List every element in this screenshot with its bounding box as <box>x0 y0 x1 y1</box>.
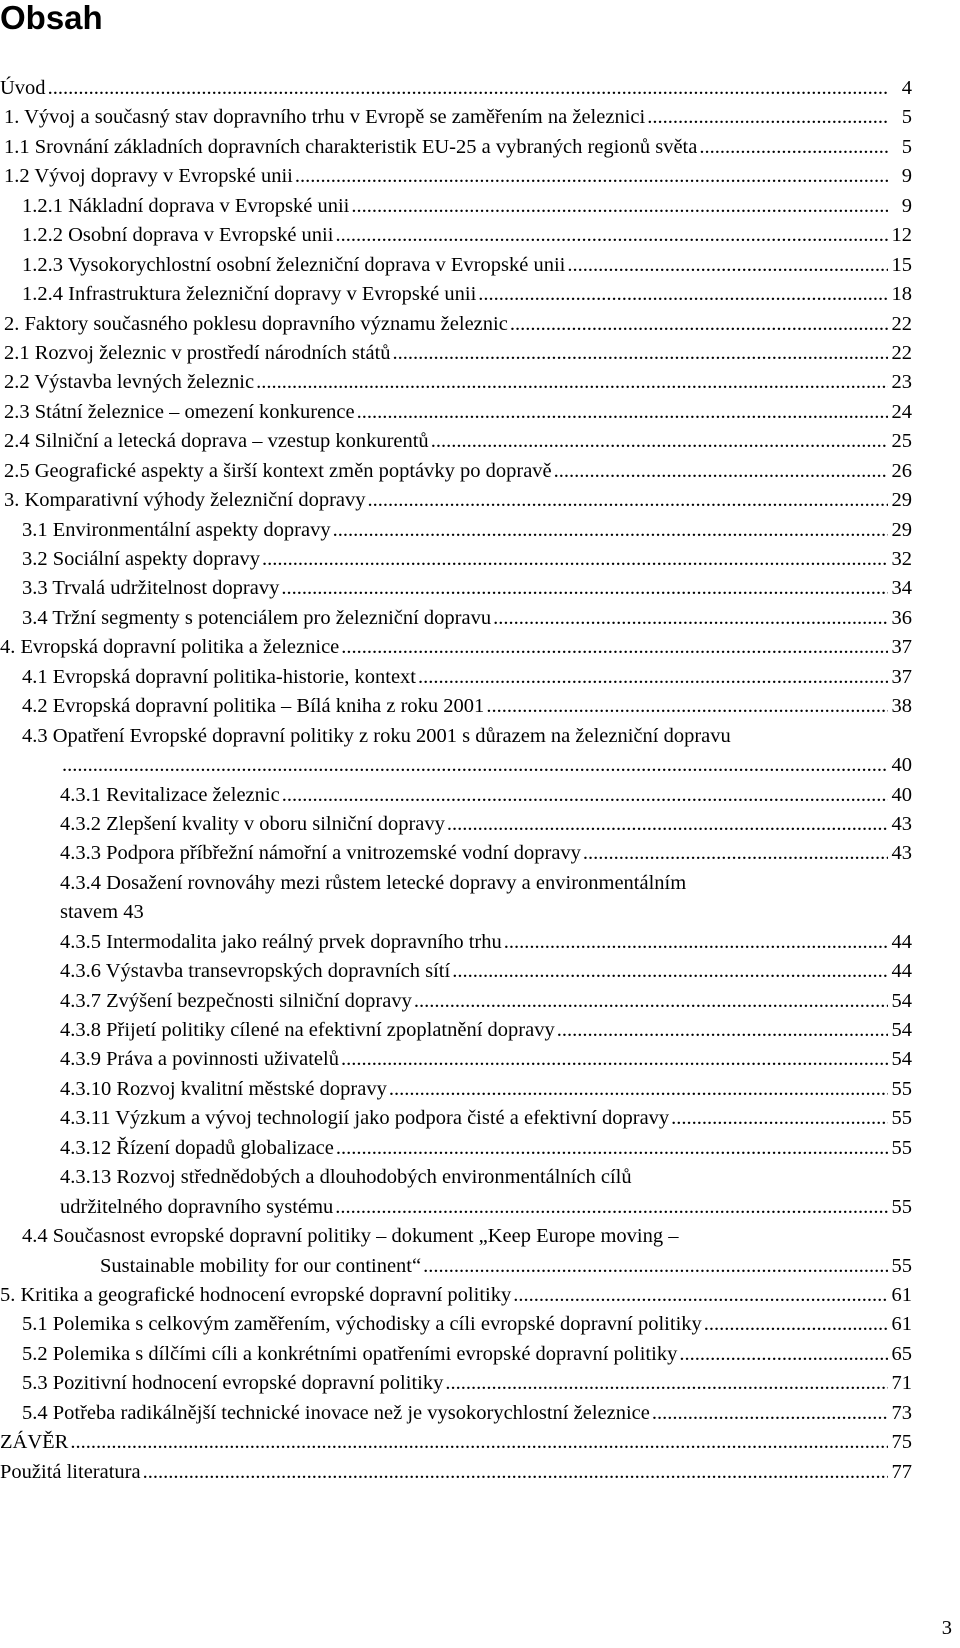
toc-leader-dots <box>282 781 888 810</box>
toc-entry-label: 1.2 Vývoj dopravy v Evropské unii <box>4 165 293 188</box>
toc-leader-dots <box>414 987 888 1016</box>
toc-leader-dots <box>647 103 888 132</box>
toc-entry[interactable] <box>0 545 912 574</box>
toc-entry-label: 4.4 Současnost evropské dopravní politiky – dokument „Keep Europe moving – <box>22 1225 679 1248</box>
toc-entry-label: 4.3.4 Dosažení rovnováhy mezi růstem letecké dopravy a environmentálním <box>60 871 687 894</box>
toc-leader-dots <box>368 486 889 515</box>
toc-entry[interactable] <box>0 928 912 957</box>
toc-entry-page: 54 <box>891 989 912 1012</box>
toc-leader-dots <box>336 1134 888 1163</box>
toc-entry-label: 3.3 Trvalá udržitelnost dopravy <box>22 577 280 600</box>
toc-entry[interactable] <box>0 1104 912 1133</box>
toc-entry-page: 15 <box>891 253 912 276</box>
toc-leader-dots <box>699 133 888 162</box>
toc-entry-label: 2.5 Geografické aspekty a širší kontext změn poptávky po dopravě <box>4 459 552 482</box>
toc-entry-page: 55 <box>891 1077 912 1100</box>
toc-entry[interactable] <box>0 1222 912 1251</box>
toc-leader-dots <box>333 516 888 545</box>
toc-entry-label: 4.3.5 Intermodalita jako reálný prvek dopravního trhu <box>60 930 502 953</box>
toc-leader-dots <box>486 692 888 721</box>
toc-entry[interactable] <box>0 310 912 339</box>
toc-entry-page: 9 <box>901 165 912 188</box>
toc-leader-dots <box>447 810 888 839</box>
toc-entry-label: 4.3.2 Zlepšení kvality v oboru silniční dopravy <box>60 812 445 835</box>
toc-entry[interactable] <box>0 339 912 368</box>
toc-entry-label: 2. Faktory současného poklesu dopravního významu železnic <box>4 312 508 335</box>
toc-leader-dots <box>256 368 888 397</box>
toc-entry-label: Úvod <box>0 77 46 99</box>
toc-leader-dots <box>452 957 888 986</box>
toc-entry-label: 3.1 Environmentální aspekty dopravy <box>22 518 331 541</box>
toc-entry[interactable] <box>0 103 912 132</box>
toc-entry-page: 29 <box>891 489 912 512</box>
toc-leader-dots <box>48 74 888 103</box>
toc-entry-label: ZÁVĚR <box>0 1431 69 1454</box>
toc-entry[interactable] <box>0 722 912 751</box>
toc-entry-page: 54 <box>891 1019 912 1041</box>
toc-entry[interactable] <box>0 486 912 515</box>
toc-entry-label: 1.2.4 Infrastruktura železniční dopravy v Evropské unii <box>22 283 477 306</box>
toc-entry-page: 4 <box>901 77 912 99</box>
toc-entry-page: 61 <box>891 1313 912 1336</box>
toc-entry-page: 65 <box>891 1342 912 1365</box>
toc-leader-dots <box>510 310 888 339</box>
toc-leader-dots <box>704 1310 888 1339</box>
toc-entry-label: 3. Komparativní výhody železniční dopravy <box>4 489 366 512</box>
toc-entry-page: 12 <box>891 224 912 247</box>
toc-entry-label: Použitá literatura <box>0 1460 141 1483</box>
toc-entry-page: 18 <box>891 283 912 306</box>
toc-entry-label: 4.3.13 Rozvoj střednědobých a dlouhodobých environmentálních cílů <box>60 1166 632 1189</box>
toc-entry-page: 36 <box>891 606 912 629</box>
toc-entry[interactable] <box>0 781 912 810</box>
toc-entry[interactable] <box>0 1045 912 1074</box>
toc-entry-page: 71 <box>891 1372 912 1395</box>
toc-entry-label: 4.3.3 Podpora příbřežní námořní a vnitrozemské vodní dopravy <box>60 842 581 865</box>
toc-entry[interactable] <box>0 987 912 1016</box>
toc-entry[interactable] <box>0 280 912 309</box>
toc-entry-page: 54 <box>891 1048 912 1071</box>
toc-entry[interactable] <box>0 1016 912 1045</box>
toc-entry[interactable] <box>0 1193 912 1222</box>
toc-entry-page: 5 <box>901 106 912 129</box>
toc-entry[interactable] <box>0 869 912 898</box>
toc-entry[interactable] <box>0 74 912 103</box>
toc-entry-label: 4. Evropská dopravní politika a železnice <box>0 636 340 659</box>
toc-entry-page: 22 <box>891 341 912 364</box>
toc-entry[interactable] <box>0 398 912 427</box>
toc-entry[interactable] <box>0 1369 912 1398</box>
toc-entry[interactable] <box>0 1458 912 1487</box>
toc-leader-dots <box>341 1045 888 1074</box>
toc-leader-dots <box>351 192 888 221</box>
toc-entry-label: 4.3.8 Přijetí politiky cílené na efektivní zpoplatnění dopravy <box>60 1019 555 1041</box>
toc-leader-dots <box>504 928 888 957</box>
toc-entry-label: 5.2 Polemika s dílčími cíli a konkrétními opatřeními evropské dopravní politiky <box>22 1342 678 1365</box>
toc-leader-dots <box>567 251 888 280</box>
toc-leader-dots <box>493 604 888 633</box>
toc-entry-page: 77 <box>891 1460 912 1483</box>
toc-entry-label: 5.4 Potřeba radikálnější technické inovace než je vysokorychlostní železnice <box>22 1401 650 1424</box>
toc-entry-label: 1.2.1 Nákladní doprava v Evropské unii <box>22 194 350 217</box>
toc-entry[interactable] <box>0 1281 912 1310</box>
toc-entry-label: 4.3 Opatření Evropské dopravní politiky z roku 2001 s důrazem na železniční dopravu <box>22 724 731 747</box>
toc-entry[interactable] <box>0 692 912 721</box>
toc-entry[interactable] <box>0 192 912 221</box>
toc-entry-page: 75 <box>891 1431 912 1454</box>
toc-entry-page: 25 <box>891 430 912 453</box>
toc-entry-label: 1.2.3 Vysokorychlostní osobní železniční doprava v Evropské unii <box>22 253 566 276</box>
toc-leader-dots <box>557 1016 888 1045</box>
toc-entry-page: 55 <box>891 1254 912 1277</box>
toc-entry-page: 9 <box>901 194 912 217</box>
toc-leader-dots <box>62 751 888 780</box>
toc-entry-label: 4.3.11 Výzkum a vývoj technologií jako podpora čisté a efektivní dopravy <box>60 1107 670 1130</box>
toc-entry-page: 55 <box>891 1107 912 1130</box>
toc-entry-label: 4.3.1 Revitalizace železnic <box>60 783 280 806</box>
toc-entry[interactable] <box>0 633 912 662</box>
toc-entry-page: 34 <box>891 577 912 600</box>
toc-entry-label: 1.1 Srovnání základních dopravních charakteristik EU-25 a vybraných regionů světa <box>4 135 698 158</box>
toc-entry-page: 55 <box>891 1195 912 1218</box>
toc-entry[interactable] <box>0 1310 912 1339</box>
toc-entry-page: 40 <box>891 754 912 777</box>
toc-leader-dots <box>554 457 888 486</box>
toc-entry-page: 37 <box>891 636 912 659</box>
toc-entry[interactable] <box>0 839 912 868</box>
toc-leader-dots <box>295 162 888 191</box>
toc-entry-page: 38 <box>891 695 912 718</box>
toc-entry-label: 4.1 Evropská dopravní politika-historie, kontext <box>22 665 416 688</box>
toc-leader-dots <box>478 280 888 309</box>
toc-entry[interactable] <box>0 604 912 633</box>
toc-entry-label: stavem 43 <box>60 901 144 924</box>
toc-entry[interactable] <box>0 574 912 603</box>
toc-entry-page: 55 <box>891 1136 912 1159</box>
toc-leader-dots <box>445 1369 888 1398</box>
toc-leader-dots <box>513 1281 888 1310</box>
toc-entry[interactable] <box>0 221 912 250</box>
toc-entry[interactable] <box>0 1134 912 1163</box>
toc-leader-dots <box>262 545 888 574</box>
toc-entry-label: 4.3.9 Práva a povinnosti uživatelů <box>60 1048 339 1071</box>
toc-leader-dots <box>143 1458 888 1487</box>
toc-entry[interactable] <box>0 663 912 692</box>
toc-entry-page: 22 <box>891 312 912 335</box>
toc-leader-dots <box>393 339 888 368</box>
toc-leader-dots <box>357 398 888 427</box>
toc-leader-dots <box>583 839 888 868</box>
toc-entry[interactable] <box>0 1075 912 1104</box>
toc-entry-label: 4.2 Evropská dopravní politika – Bílá kniha z roku 2001 <box>22 695 485 718</box>
toc-entry[interactable] <box>0 251 912 280</box>
toc-entry-label: 4.3.6 Výstavba transevropských dopravních sítí <box>60 960 451 983</box>
toc-leader-dots <box>335 1193 888 1222</box>
toc-entry-page: 61 <box>891 1283 912 1306</box>
toc-entry-label: 5.1 Polemika s celkovým zaměřením, východisky a cíli evropské dopravní politiky <box>22 1313 702 1336</box>
toc-entry-page: 43 <box>891 812 912 835</box>
toc-entry-page: 44 <box>891 930 912 953</box>
toc-entry-page: 40 <box>891 783 912 806</box>
toc-entry-page: 44 <box>891 960 912 983</box>
toc-entry-label: 1. Vývoj a současný stav dopravního trhu v Evropě se zaměřením na železnici <box>4 106 646 129</box>
page-title: Obsah <box>0 0 103 36</box>
toc-entry[interactable] <box>0 368 912 397</box>
toc-entry[interactable] <box>0 162 912 191</box>
toc-entry-label: 2.2 Výstavba levných železnic <box>4 371 255 394</box>
toc-leader-dots <box>341 633 888 662</box>
toc-entry[interactable] <box>0 810 912 839</box>
toc-entry-label: 5.3 Pozitivní hodnocení evropské dopravní politiky <box>22 1372 444 1395</box>
page-number: 3 <box>941 1617 952 1639</box>
toc-entry-label: 3.2 Sociální aspekty dopravy <box>22 548 260 570</box>
toc-entry[interactable] <box>0 957 912 986</box>
toc-entry-page: 32 <box>891 548 912 570</box>
toc-entry-page: 26 <box>891 459 912 482</box>
toc-entry[interactable] <box>0 1163 912 1192</box>
toc-entry[interactable] <box>0 427 912 456</box>
toc-entry-page: 24 <box>891 400 912 423</box>
toc-entry-label: 3.4 Tržní segmenty s potenciálem pro železniční dopravu <box>22 606 492 629</box>
toc-entry[interactable] <box>0 133 912 162</box>
toc-entry-page: 23 <box>891 371 912 394</box>
toc-entry-page: 29 <box>891 518 912 541</box>
toc-leader-dots <box>418 663 888 692</box>
toc-leader-dots <box>423 1252 888 1281</box>
toc-entry[interactable] <box>0 898 912 927</box>
toc-leader-dots <box>652 1399 888 1428</box>
toc-leader-dots <box>671 1104 888 1133</box>
toc-entry-label: 2.1 Rozvoj železnic v prostředí národních států <box>4 341 391 364</box>
toc-entry-label: 2.4 Silniční a letecká doprava – vzestup konkurentů <box>4 430 429 453</box>
toc-entry-label: Sustainable mobility for our continent“ <box>100 1254 422 1277</box>
table-of-contents <box>0 74 912 1487</box>
toc-entry[interactable] <box>0 751 912 780</box>
toc-entry-label: 1.2.2 Osobní doprava v Evropské unii <box>22 224 334 247</box>
toc-leader-dots <box>679 1340 888 1369</box>
toc-entry-page: 73 <box>891 1401 912 1424</box>
toc-entry-label: 2.3 Státní železnice – omezení konkurence <box>4 400 355 423</box>
toc-leader-dots <box>281 574 888 603</box>
toc-entry[interactable] <box>0 516 912 545</box>
toc-entry-label: 4.3.7 Zvýšení bezpečnosti silniční dopravy <box>60 989 412 1012</box>
toc-entry-page: 5 <box>901 135 912 158</box>
toc-entry[interactable] <box>0 1399 912 1428</box>
toc-leader-dots <box>335 221 888 250</box>
toc-entry[interactable] <box>0 1252 912 1281</box>
toc-entry-label: udržitelného dopravního systému <box>60 1195 334 1218</box>
toc-entry[interactable] <box>0 1428 912 1457</box>
toc-entry-label: 4.3.12 Řízení dopadů globalizace <box>60 1136 334 1159</box>
toc-entry-page: 43 <box>891 842 912 865</box>
toc-entry[interactable] <box>0 1340 912 1369</box>
toc-leader-dots <box>389 1075 888 1104</box>
toc-leader-dots <box>431 427 888 456</box>
toc-entry-label: 4.3.10 Rozvoj kvalitní městské dopravy <box>60 1077 387 1100</box>
toc-entry[interactable] <box>0 457 912 486</box>
toc-entry-label: 5. Kritika a geografické hodnocení evropské dopravní politiky <box>0 1283 512 1306</box>
toc-entry-page: 37 <box>891 665 912 688</box>
toc-leader-dots <box>70 1428 888 1457</box>
